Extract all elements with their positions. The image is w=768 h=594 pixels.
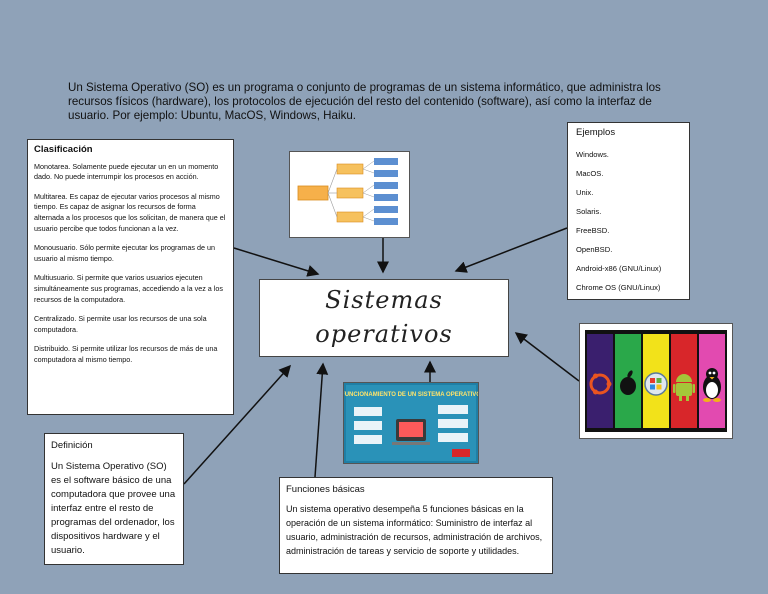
clasificacion-title: Clasificación	[34, 144, 93, 155]
ejemplo-item: Unix.	[576, 188, 594, 197]
funcionamiento-graphic	[344, 383, 478, 463]
funcionamiento-image	[343, 382, 479, 464]
ejemplo-item: FreeBSD.	[576, 226, 610, 235]
ejemplos-title: Ejemplos	[576, 127, 616, 138]
clasificacion-item: Multitarea. Es capaz de ejecutar varios procesos al mismo tiempo. Es capaz de asignar los recursos de forma alternada a los procesos que los solicitan, de manera que el usuario percibe que todos funcionan a la vez.	[34, 191, 226, 233]
funciones-title: Funciones básicas	[286, 484, 365, 495]
central-title-line2: operativos	[315, 320, 453, 348]
os-logos-graphic	[580, 324, 732, 438]
os-logos-image	[579, 323, 733, 439]
funciones-box	[279, 477, 553, 574]
ejemplo-item: Chrome OS (GNU/Linux)	[576, 283, 661, 292]
ejemplo-item: MacOS.	[576, 169, 604, 178]
arrow-funciones	[315, 364, 323, 477]
central-topic-box	[259, 279, 509, 357]
clasificacion-item: Multiusuario. Si permite que varios usuarios ejecuten simultáneamente sus programas, accediendo a la vez a los recursos de la computadora.	[34, 273, 223, 304]
mindmap-thumbnail-image	[289, 151, 410, 238]
clasificacion-box	[27, 139, 234, 415]
clasificacion-item: Monotarea. Solamente puede ejecutar un en un momento dado. No puede interrumpir los procesos en acción.	[34, 161, 219, 182]
mindmap-thumbnail-graphic	[290, 152, 409, 237]
central-title-line1: Sistemas	[325, 286, 443, 314]
definicion-text: Un Sistema Operativo (SO) es el software básico de una computadora que provee una interfaz entre el resto de programas del ordenador, los dispositivos hardware y el usuario.	[51, 461, 176, 556]
ejemplo-item: Android-x86 (GNU/Linux)	[576, 264, 662, 273]
clasificacion-item: Monousuario. Sólo permite ejecutar los programas de un usuario al mismo tiempo.	[34, 243, 215, 263]
definicion-box	[44, 433, 184, 565]
clasificacion-item: Distribuido. Si permite utilizar los recursos de más de una computadora al mismo tiempo.	[34, 344, 218, 364]
ejemplo-item: Windows.	[576, 150, 609, 159]
intro-paragraph: Un Sistema Operativo (SO) es un programa o conjunto de programas de un sistema informático, que administra los recursos físicos (hardware), los protocolos de ejecución del resto del contenido (software), así como la interfaz de usuario. Por ejemplo: Ubuntu, MacOS, Windows, Haiku.	[68, 81, 661, 122]
definicion-title: Definición	[51, 440, 93, 451]
ejemplos-box	[567, 122, 690, 300]
clasificacion-item: Centralizado. Si permite usar los recursos de una sola computadora.	[34, 314, 207, 334]
ejemplo-item: Solaris.	[576, 207, 602, 216]
windows-logo-icon	[645, 373, 667, 395]
funcionamiento-title: FUNCIONAMIENTO DE UN SISTEMA OPERATIVO	[344, 392, 478, 398]
arrow-ejemplos	[456, 228, 567, 271]
ejemplo-item: OpenBSD.	[576, 245, 613, 254]
arrow-clasificacion	[234, 248, 318, 274]
funciones-text: Un sistema operativo desempeña 5 funciones básicas en la operación de un sistema informático: Suministro de interfaz al usuario, administración de recursos, administración de archivos, administración de tareas y servicio de soporte y utilidades.	[286, 504, 543, 556]
arrow-logos	[516, 333, 579, 381]
